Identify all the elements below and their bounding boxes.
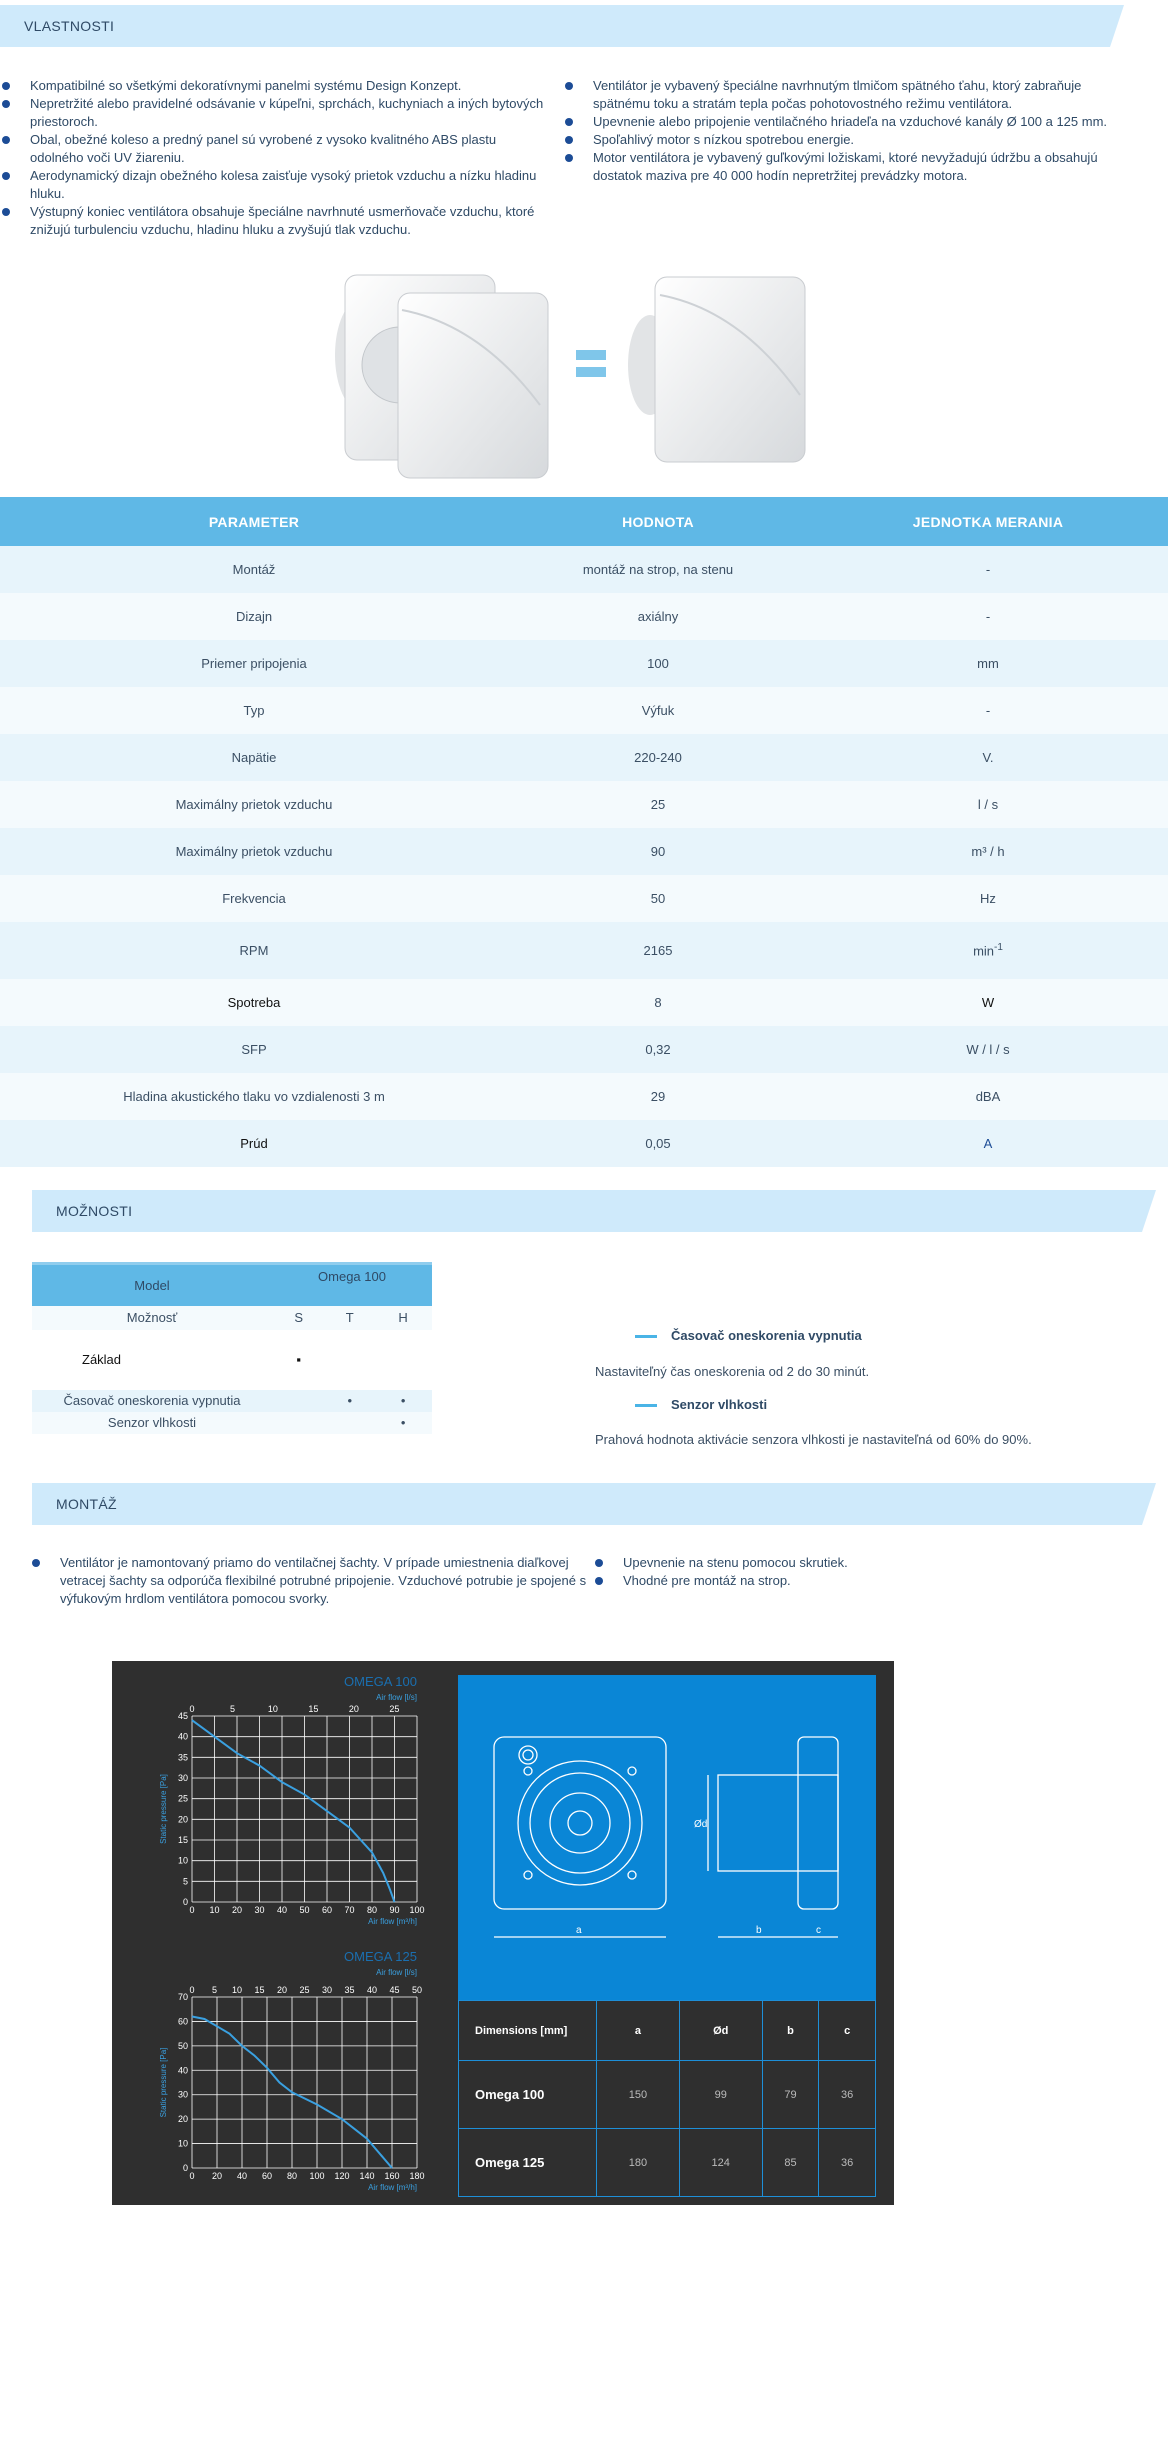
table-row: Napätie 220-240 V. [0, 734, 1168, 781]
x2-tick-label: 30 [321, 1985, 333, 1995]
mounting-list-left [32, 1554, 587, 1608]
humidity-option-text: Prahová hodnota aktivácie senzora vlhkosti je nastaviteľná od 60% do 90%. [595, 1432, 1032, 1447]
dim-c-label: c [816, 1925, 821, 1936]
x2-tick-label: 25 [299, 1985, 310, 1995]
y-tick-label: 15 [177, 1835, 188, 1845]
y-tick-label: 10 [177, 1855, 188, 1866]
section-header-montaz: MONTÁŽ [32, 1483, 1142, 1525]
y-tick-label: 40 [177, 2065, 188, 2076]
table-row: Hladina akustického tlaku vo vzdialenosti 3 m 29 dBA [0, 1073, 1168, 1120]
x-tick-label: 20 [231, 1905, 243, 1915]
dim-b-label: b [756, 1925, 762, 1936]
dimension-drawing [458, 1675, 876, 2000]
chart-title: OMEGA 100 [344, 1674, 417, 1689]
x2-tick-label: 35 [344, 1985, 355, 1995]
x2-tick-label: 25 [389, 1704, 400, 1714]
x2-tick-label: 45 [389, 1985, 400, 1995]
pressure-chart-omega100 [152, 1670, 432, 1930]
table-row: Omega 125 180 124 85 36 [459, 2129, 876, 2197]
list-item: Výstupný koniec ventilátora obsahuje špeciálne navrhnuté usmerňovače vzduchu, ktoré znižujú turbulenciu vzduchu, hladinu hluku a zvyšujú tlak vzduchu. [2, 203, 547, 239]
section-header-vlastnosti: VLASTNOSTI [0, 5, 1110, 47]
list-item: Nepretržité alebo pravidelné odsávanie v kúpeľni, sprchách, kuchyniach a iných bytových priestoroch. [2, 95, 547, 131]
legend-line-icon [635, 1335, 657, 1338]
x2-tick-label: 15 [254, 1985, 265, 1995]
dimensions-header: Dimensions [mm] [459, 2001, 597, 2061]
chart-title: OMEGA 125 [344, 1949, 417, 1964]
list-item: Upevnenie na stenu pomocou skrutiek. [595, 1554, 1095, 1572]
model-name: Omega 100 [318, 1269, 386, 1284]
list-item: Kompatibilné so všetkými dekoratívnymi panelmi systému Design Konzept. [2, 77, 547, 95]
x-tick-label: 100 [409, 1905, 425, 1915]
options-table: Model Omega 100 Možnosť S T H Základ ▪ Časovač oneskorenia vypnutia • • Senzor vlhkosti • [32, 1262, 432, 1434]
y-tick-label: 10 [177, 2138, 188, 2149]
x2-tick-label: 5 [229, 1704, 235, 1714]
x2-tick-label: 40 [366, 1985, 378, 1995]
features-list-left [2, 77, 547, 239]
x-tick-label: 120 [334, 2171, 350, 2181]
y-tick-label: 40 [177, 1731, 188, 1742]
list-item: Motor ventilátora je vybavený guľkovými ložiskami, ktoré nevyžadujú údržbu a obsahujú dostatok maziva pre 40 000 hodín nepretržitej prevádzky motora. [565, 149, 1125, 185]
table-row: Frekvencia 50 Hz [0, 875, 1168, 922]
product-image [310, 265, 810, 485]
x2-tick-label: 15 [308, 1704, 319, 1714]
list-item: Obal, obežné koleso a predný panel sú vyrobené z vysoko kvalitného ABS plastu odolného voči UV žiareniu. [2, 131, 547, 167]
x2-tick-label: 20 [276, 1985, 288, 1995]
y-axis-label: Static pressure [Pa] [159, 2047, 168, 2118]
x-axis-label: Air flow [m³/h] [368, 1917, 417, 1926]
y-tick-label: 50 [177, 2040, 188, 2051]
y-tick-label: 0 [182, 2163, 188, 2173]
pressure-chart-omega125 [152, 1945, 432, 2200]
table-row: Senzor vlhkosti • [32, 1412, 432, 1434]
table-row: Časovač oneskorenia vypnutia • • [32, 1390, 432, 1412]
y-tick-label: 60 [177, 2016, 188, 2027]
x2-tick-label: 10 [267, 1704, 278, 1714]
list-item: Ventilátor je vybavený špeciálne navrhnutým tlmičom spätného ťahu, ktorý zabraňuje spätnému toku a stratám tepla počas pohotovostného režimu ventilátora. [565, 77, 1125, 113]
x2-tick-label: 20 [348, 1704, 359, 1714]
y-tick-label: 30 [177, 1773, 188, 1783]
pressure-curve [192, 1720, 395, 1902]
y-tick-label: 70 [177, 1992, 188, 2002]
list-item: Spoľahlivý motor s nízkou spotrebou energie. [565, 131, 1125, 149]
y-tick-label: 30 [177, 2089, 188, 2100]
x-tick-label: 160 [384, 2171, 400, 2181]
table-row: Základ ▪ [32, 1330, 432, 1390]
x2-tick-label: 0 [189, 1985, 195, 1995]
table-row: Typ Výfuk - [0, 687, 1168, 734]
y-tick-label: 20 [177, 1814, 188, 1825]
legend-line-icon [635, 1404, 657, 1407]
y-axis-label: Static pressure [Pa] [159, 1774, 168, 1844]
y-tick-label: 0 [182, 1897, 188, 1907]
features-list-right [565, 77, 1125, 185]
x-tick-label: 20 [211, 2171, 223, 2181]
dimensions-table: Dimensions [mm] a Ød b c Omega 100 150 99 79 36 Omega 125 180 124 85 36 [458, 2000, 876, 2197]
x2-tick-label: 50 [411, 1985, 423, 1995]
x2-axis-label: Air flow [l/s] [376, 1693, 417, 1702]
x2-tick-label: 5 [211, 1985, 218, 1995]
col-header-value: HODNOTA [508, 497, 808, 546]
x-tick-label: 40 [276, 1905, 288, 1915]
col-header-unit: JEDNOTKA MERANIA [808, 497, 1168, 546]
x-tick-label: 90 [389, 1905, 400, 1915]
table-row: Maximálny prietok vzduchu 25 l / s [0, 781, 1168, 828]
x-tick-label: 80 [286, 2171, 298, 2181]
table-row: SFP 0,32 W / l / s [0, 1026, 1168, 1073]
list-item: Aerodynamický dizajn obežného kolesa zaisťuje vysoký prietok vzduchu a nízku hladinu hluku. [2, 167, 547, 203]
timer-option-title: Časovač oneskorenia vypnutia [635, 1328, 862, 1343]
list-item: Ventilátor je namontovaný priamo do ventilačnej šachty. V prípade umiestnenia diaľkovej vetracej šachty sa odporúča flexibilné potrubné pripojenie. Vzduchové potrubie je spojené s výfukovým hrdlom ventilátora pomocou svorky. [32, 1554, 587, 1608]
mounting-list-right [595, 1554, 1095, 1590]
spec-table [0, 497, 1168, 1167]
table-row: Spotreba 8 W [0, 979, 1168, 1026]
x-tick-label: 40 [236, 2171, 248, 2181]
y-tick-label: 5 [182, 1876, 188, 1887]
x-tick-label: 60 [261, 2171, 273, 2181]
section-header-moznosti: MOŽNOSTI [32, 1190, 1142, 1232]
humidity-option-title: Senzor vlhkosti [635, 1397, 767, 1412]
x-tick-label: 10 [209, 1905, 220, 1915]
table-row: Dizajn axiálny - [0, 593, 1168, 640]
table-row: RPM 2165 $\min^{-1}$ [0, 922, 1168, 979]
x2-axis-label: Air flow [l/s] [376, 1968, 417, 1977]
dim-d-label: Ød [694, 1819, 708, 1830]
y-tick-label: 20 [177, 2114, 188, 2125]
dim-a-label: a [576, 1925, 582, 1936]
table-row: Montáž montáž na strop, na stenu - [0, 546, 1168, 593]
x-tick-label: 60 [321, 1905, 333, 1915]
x-tick-label: 80 [366, 1905, 378, 1915]
x-tick-label: 30 [254, 1905, 265, 1915]
list-item: Upevnenie alebo pripojenie ventilačného hriadeľa na vzduchové kanály Ø 100 a 125 mm. [565, 113, 1125, 131]
model-label: Model [134, 1277, 170, 1293]
list-item: Vhodné pre montáž na strop. [595, 1572, 1095, 1590]
x-tick-label: 0 [189, 2171, 195, 2181]
y-tick-label: 35 [177, 1752, 188, 1763]
col-header-parameter: PARAMETER [0, 497, 508, 546]
x-tick-label: 70 [344, 1905, 355, 1915]
x2-tick-label: 10 [231, 1985, 243, 1995]
y-tick-label: 45 [177, 1711, 188, 1721]
x2-tick-label: 0 [189, 1704, 195, 1714]
x-tick-label: 0 [189, 1905, 195, 1915]
table-row: Priemer pripojenia 100 mm [0, 640, 1168, 687]
x-tick-label: 180 [409, 2171, 425, 2181]
x-tick-label: 50 [299, 1905, 310, 1915]
x-axis-label: Air flow [m³/h] [368, 2183, 417, 2192]
table-row: Omega 100 150 99 79 36 [459, 2061, 876, 2129]
table-row: Maximálny prietok vzduchu 90 m³ / h [0, 828, 1168, 875]
table-row: Prúd 0,05 A [0, 1120, 1168, 1167]
x-tick-label: 140 [359, 2171, 375, 2181]
timer-option-text: Nastaviteľný čas oneskorenia od 2 do 30 minút. [595, 1364, 870, 1379]
x-tick-label: 100 [309, 2171, 325, 2181]
y-tick-label: 25 [177, 1793, 188, 1804]
